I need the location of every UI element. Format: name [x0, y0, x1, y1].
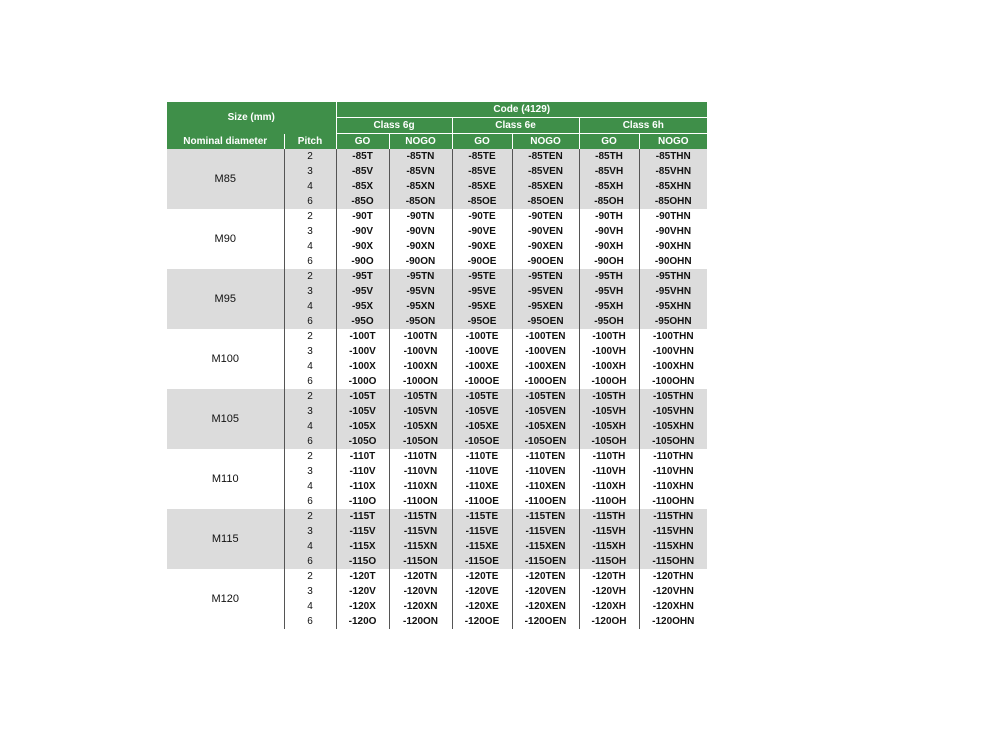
size-group: [167, 149, 707, 209]
go-code-cell: -115OE: [452, 554, 512, 569]
table-row: [167, 329, 707, 344]
pitch-cell: 4: [284, 179, 336, 194]
go-code-cell: -110T: [336, 449, 389, 464]
go-header-6g: GO: [336, 134, 389, 150]
nogo-code-cell: -90VHN: [639, 224, 707, 239]
nogo-code-cell: -115OHN: [639, 554, 707, 569]
go-code-cell: -95T: [336, 269, 389, 284]
go-code-cell: -90O: [336, 254, 389, 269]
go-code-cell: -95X: [336, 299, 389, 314]
go-code-cell: -120OH: [579, 614, 639, 629]
go-code-cell: -85TE: [452, 149, 512, 164]
nogo-header-6g: NOGO: [389, 134, 452, 150]
nogo-code-cell: -105XN: [389, 419, 452, 434]
nogo-code-cell: -110OHN: [639, 494, 707, 509]
nogo-code-cell: -100VEN: [512, 344, 579, 359]
go-code-cell: -90OE: [452, 254, 512, 269]
go-code-cell: -95XE: [452, 299, 512, 314]
go-code-cell: -110OH: [579, 494, 639, 509]
go-code-cell: -110VE: [452, 464, 512, 479]
go-code-cell: -115TH: [579, 509, 639, 524]
go-code-cell: -85OE: [452, 194, 512, 209]
nominal-diameter-cell: M95: [167, 269, 284, 329]
nogo-code-cell: -115ON: [389, 554, 452, 569]
pitch-cell: 6: [284, 314, 336, 329]
table-header: [167, 102, 707, 149]
table-row: [167, 149, 707, 164]
nogo-code-cell: -110OEN: [512, 494, 579, 509]
go-code-cell: -120VH: [579, 584, 639, 599]
nogo-code-cell: -110TEN: [512, 449, 579, 464]
nogo-code-cell: -110XN: [389, 479, 452, 494]
nogo-code-cell: -100XN: [389, 359, 452, 374]
pitch-cell: 2: [284, 209, 336, 224]
go-code-cell: -90OH: [579, 254, 639, 269]
nogo-code-cell: -95XEN: [512, 299, 579, 314]
nogo-code-cell: -105TN: [389, 389, 452, 404]
nogo-code-cell: -95XN: [389, 299, 452, 314]
table-row: [167, 569, 707, 584]
go-header-6h: GO: [579, 134, 639, 150]
go-code-cell: -105TH: [579, 389, 639, 404]
go-code-cell: -105OH: [579, 434, 639, 449]
code-header: Code (4129): [336, 102, 707, 118]
nogo-code-cell: -115TEN: [512, 509, 579, 524]
go-code-cell: -85OH: [579, 194, 639, 209]
nogo-code-cell: -110VHN: [639, 464, 707, 479]
nogo-code-cell: -90TN: [389, 209, 452, 224]
nogo-code-cell: -100XHN: [639, 359, 707, 374]
nogo-code-cell: -115XHN: [639, 539, 707, 554]
go-code-cell: -115VE: [452, 524, 512, 539]
table-row: [167, 509, 707, 524]
go-code-cell: -90X: [336, 239, 389, 254]
go-code-cell: -100VE: [452, 344, 512, 359]
gauge-code-table: [167, 102, 707, 629]
go-code-cell: -90TE: [452, 209, 512, 224]
go-code-cell: -105XH: [579, 419, 639, 434]
nominal-diameter-cell: M110: [167, 449, 284, 509]
nogo-code-cell: -95VEN: [512, 284, 579, 299]
nogo-code-cell: -120XN: [389, 599, 452, 614]
nogo-code-cell: -90TEN: [512, 209, 579, 224]
pitch-cell: 3: [284, 344, 336, 359]
pitch-cell: 4: [284, 479, 336, 494]
go-code-cell: -85XE: [452, 179, 512, 194]
nogo-code-cell: -110VEN: [512, 464, 579, 479]
pitch-header: Pitch: [284, 134, 336, 150]
nogo-header-6h: NOGO: [639, 134, 707, 150]
table-row: [167, 389, 707, 404]
pitch-cell: 3: [284, 584, 336, 599]
nogo-code-cell: -105XEN: [512, 419, 579, 434]
go-code-cell: -105O: [336, 434, 389, 449]
go-code-cell: -100TH: [579, 329, 639, 344]
go-code-cell: -120TH: [579, 569, 639, 584]
go-code-cell: -115O: [336, 554, 389, 569]
nogo-code-cell: -100VN: [389, 344, 452, 359]
nogo-code-cell: -120VEN: [512, 584, 579, 599]
nogo-code-cell: -95OEN: [512, 314, 579, 329]
go-code-cell: -90VE: [452, 224, 512, 239]
nogo-code-cell: -90ON: [389, 254, 452, 269]
go-code-cell: -85TH: [579, 149, 639, 164]
nominal-diameter-cell: M90: [167, 209, 284, 269]
nominal-diameter-header: Nominal diameter: [167, 134, 284, 150]
go-code-cell: -110VH: [579, 464, 639, 479]
size-group: [167, 509, 707, 569]
go-code-cell: -120T: [336, 569, 389, 584]
nogo-code-cell: -85TN: [389, 149, 452, 164]
size-header: Size (mm): [167, 102, 336, 134]
go-code-cell: -95TH: [579, 269, 639, 284]
go-code-cell: -105VE: [452, 404, 512, 419]
pitch-cell: 3: [284, 524, 336, 539]
go-code-cell: -85VH: [579, 164, 639, 179]
go-code-cell: -120V: [336, 584, 389, 599]
nogo-code-cell: -110ON: [389, 494, 452, 509]
go-code-cell: -110X: [336, 479, 389, 494]
go-code-cell: -115XH: [579, 539, 639, 554]
go-code-cell: -90XE: [452, 239, 512, 254]
go-code-cell: -90XH: [579, 239, 639, 254]
nogo-code-cell: -115VEN: [512, 524, 579, 539]
nogo-code-cell: -115OEN: [512, 554, 579, 569]
go-code-cell: -95VE: [452, 284, 512, 299]
go-code-cell: -120O: [336, 614, 389, 629]
pitch-cell: 3: [284, 224, 336, 239]
go-code-cell: -85X: [336, 179, 389, 194]
nogo-code-cell: -120XEN: [512, 599, 579, 614]
go-code-cell: -110O: [336, 494, 389, 509]
go-code-cell: -95OE: [452, 314, 512, 329]
pitch-cell: 4: [284, 599, 336, 614]
go-code-cell: -110TH: [579, 449, 639, 464]
size-group: [167, 569, 707, 629]
nogo-code-cell: -95XHN: [639, 299, 707, 314]
nogo-code-cell: -120VHN: [639, 584, 707, 599]
nogo-code-cell: -95VN: [389, 284, 452, 299]
pitch-cell: 6: [284, 254, 336, 269]
pitch-cell: 2: [284, 389, 336, 404]
go-code-cell: -85V: [336, 164, 389, 179]
size-group: [167, 449, 707, 509]
go-code-cell: -95OH: [579, 314, 639, 329]
nogo-code-cell: -115VHN: [639, 524, 707, 539]
nogo-code-cell: -85ON: [389, 194, 452, 209]
go-code-cell: -95VH: [579, 284, 639, 299]
go-code-cell: -115T: [336, 509, 389, 524]
go-code-cell: -105TE: [452, 389, 512, 404]
go-code-cell: -110TE: [452, 449, 512, 464]
nogo-code-cell: -100OEN: [512, 374, 579, 389]
nominal-diameter-cell: M85: [167, 149, 284, 209]
nogo-code-cell: -85OHN: [639, 194, 707, 209]
nogo-code-cell: -90XEN: [512, 239, 579, 254]
nogo-code-cell: -85TEN: [512, 149, 579, 164]
go-code-cell: -105X: [336, 419, 389, 434]
class-6e-header: Class 6e: [452, 118, 579, 134]
nogo-code-cell: -90OEN: [512, 254, 579, 269]
go-code-cell: -105T: [336, 389, 389, 404]
pitch-cell: 2: [284, 149, 336, 164]
go-code-cell: -120VE: [452, 584, 512, 599]
pitch-cell: 4: [284, 299, 336, 314]
nogo-code-cell: -120THN: [639, 569, 707, 584]
go-code-cell: -95O: [336, 314, 389, 329]
nogo-code-cell: -90VEN: [512, 224, 579, 239]
size-group: [167, 389, 707, 449]
go-code-cell: -100X: [336, 359, 389, 374]
pitch-cell: 6: [284, 554, 336, 569]
go-code-cell: -90V: [336, 224, 389, 239]
pitch-cell: 2: [284, 449, 336, 464]
pitch-cell: 2: [284, 509, 336, 524]
nogo-code-cell: -115VN: [389, 524, 452, 539]
pitch-cell: 4: [284, 239, 336, 254]
go-code-cell: -115X: [336, 539, 389, 554]
go-code-cell: -110OE: [452, 494, 512, 509]
nogo-code-cell: -85VEN: [512, 164, 579, 179]
nogo-code-cell: -90XN: [389, 239, 452, 254]
nogo-code-cell: -100TN: [389, 329, 452, 344]
go-code-cell: -85XH: [579, 179, 639, 194]
go-code-cell: -90VH: [579, 224, 639, 239]
pitch-cell: 6: [284, 614, 336, 629]
go-code-cell: -85VE: [452, 164, 512, 179]
nogo-code-cell: -105VN: [389, 404, 452, 419]
nogo-code-cell: -85VN: [389, 164, 452, 179]
nogo-code-cell: -95OHN: [639, 314, 707, 329]
nogo-code-cell: -105THN: [639, 389, 707, 404]
pitch-cell: 3: [284, 464, 336, 479]
go-code-cell: -105V: [336, 404, 389, 419]
pitch-cell: 4: [284, 419, 336, 434]
nogo-code-cell: -105OEN: [512, 434, 579, 449]
go-code-cell: -100VH: [579, 344, 639, 359]
pitch-cell: 4: [284, 359, 336, 374]
go-code-cell: -120TE: [452, 569, 512, 584]
nogo-code-cell: -115THN: [639, 509, 707, 524]
go-code-cell: -100XH: [579, 359, 639, 374]
nogo-code-cell: -115TN: [389, 509, 452, 524]
size-group: [167, 269, 707, 329]
pitch-cell: 3: [284, 164, 336, 179]
go-code-cell: -95XH: [579, 299, 639, 314]
nogo-code-cell: -85XHN: [639, 179, 707, 194]
go-code-cell: -115XE: [452, 539, 512, 554]
pitch-cell: 6: [284, 374, 336, 389]
go-code-cell: -120X: [336, 599, 389, 614]
nogo-code-cell: -100VHN: [639, 344, 707, 359]
nogo-code-cell: -90THN: [639, 209, 707, 224]
go-code-cell: -100V: [336, 344, 389, 359]
go-code-cell: -115TE: [452, 509, 512, 524]
nogo-header-6e: NOGO: [512, 134, 579, 150]
go-code-cell: -105OE: [452, 434, 512, 449]
nogo-code-cell: -110VN: [389, 464, 452, 479]
nogo-code-cell: -115XN: [389, 539, 452, 554]
go-code-cell: -120XE: [452, 599, 512, 614]
nogo-code-cell: -100TEN: [512, 329, 579, 344]
go-code-cell: -95V: [336, 284, 389, 299]
go-code-cell: -100OH: [579, 374, 639, 389]
go-code-cell: -120XH: [579, 599, 639, 614]
nogo-code-cell: -100XEN: [512, 359, 579, 374]
nogo-code-cell: -105VHN: [639, 404, 707, 419]
nogo-code-cell: -90VN: [389, 224, 452, 239]
pitch-cell: 3: [284, 284, 336, 299]
nogo-code-cell: -105OHN: [639, 434, 707, 449]
go-code-cell: -105VH: [579, 404, 639, 419]
go-code-cell: -100XE: [452, 359, 512, 374]
nogo-code-cell: -105TEN: [512, 389, 579, 404]
go-code-cell: -110XH: [579, 479, 639, 494]
nogo-code-cell: -95ON: [389, 314, 452, 329]
go-code-cell: -100T: [336, 329, 389, 344]
nogo-code-cell: -85XN: [389, 179, 452, 194]
nominal-diameter-cell: M115: [167, 509, 284, 569]
nogo-code-cell: -120OEN: [512, 614, 579, 629]
nogo-code-cell: -120VN: [389, 584, 452, 599]
pitch-cell: 6: [284, 434, 336, 449]
nogo-code-cell: -100ON: [389, 374, 452, 389]
nominal-diameter-cell: M100: [167, 329, 284, 389]
nogo-code-cell: -90OHN: [639, 254, 707, 269]
go-code-cell: -95TE: [452, 269, 512, 284]
size-group: [167, 329, 707, 389]
go-header-6e: GO: [452, 134, 512, 150]
pitch-cell: 4: [284, 539, 336, 554]
nogo-code-cell: -95TEN: [512, 269, 579, 284]
nominal-diameter-cell: M120: [167, 569, 284, 629]
table-row: [167, 269, 707, 284]
go-code-cell: -100OE: [452, 374, 512, 389]
go-code-cell: -120OE: [452, 614, 512, 629]
nogo-code-cell: -110THN: [639, 449, 707, 464]
nogo-code-cell: -110XEN: [512, 479, 579, 494]
nogo-code-cell: -100THN: [639, 329, 707, 344]
nogo-code-cell: -110XHN: [639, 479, 707, 494]
go-code-cell: -110V: [336, 464, 389, 479]
nogo-code-cell: -100OHN: [639, 374, 707, 389]
nogo-code-cell: -90XHN: [639, 239, 707, 254]
nogo-code-cell: -85VHN: [639, 164, 707, 179]
pitch-cell: 2: [284, 269, 336, 284]
nogo-code-cell: -105VEN: [512, 404, 579, 419]
go-code-cell: -115V: [336, 524, 389, 539]
go-code-cell: -115OH: [579, 554, 639, 569]
nogo-code-cell: -110TN: [389, 449, 452, 464]
nogo-code-cell: -105XHN: [639, 419, 707, 434]
nogo-code-cell: -120XHN: [639, 599, 707, 614]
nogo-code-cell: -120ON: [389, 614, 452, 629]
nogo-code-cell: -95TN: [389, 269, 452, 284]
go-code-cell: -85O: [336, 194, 389, 209]
class-6h-header: Class 6h: [579, 118, 707, 134]
nominal-diameter-cell: M105: [167, 389, 284, 449]
pitch-cell: 3: [284, 404, 336, 419]
go-code-cell: -100O: [336, 374, 389, 389]
nogo-code-cell: -85THN: [639, 149, 707, 164]
pitch-cell: 2: [284, 569, 336, 584]
go-code-cell: -115VH: [579, 524, 639, 539]
nogo-code-cell: -120OHN: [639, 614, 707, 629]
class-6g-header: Class 6g: [336, 118, 452, 134]
nogo-code-cell: -120TEN: [512, 569, 579, 584]
go-code-cell: -90TH: [579, 209, 639, 224]
size-group: [167, 209, 707, 269]
nogo-code-cell: -85OEN: [512, 194, 579, 209]
go-code-cell: -105XE: [452, 419, 512, 434]
nogo-code-cell: -85XEN: [512, 179, 579, 194]
pitch-cell: 6: [284, 494, 336, 509]
nogo-code-cell: -105ON: [389, 434, 452, 449]
go-code-cell: -100TE: [452, 329, 512, 344]
go-code-cell: -90T: [336, 209, 389, 224]
table-row: [167, 209, 707, 224]
nogo-code-cell: -95THN: [639, 269, 707, 284]
go-code-cell: -110XE: [452, 479, 512, 494]
pitch-cell: 2: [284, 329, 336, 344]
nogo-code-cell: -95VHN: [639, 284, 707, 299]
nogo-code-cell: -115XEN: [512, 539, 579, 554]
pitch-cell: 6: [284, 194, 336, 209]
table-row: [167, 449, 707, 464]
nogo-code-cell: -120TN: [389, 569, 452, 584]
go-code-cell: -85T: [336, 149, 389, 164]
